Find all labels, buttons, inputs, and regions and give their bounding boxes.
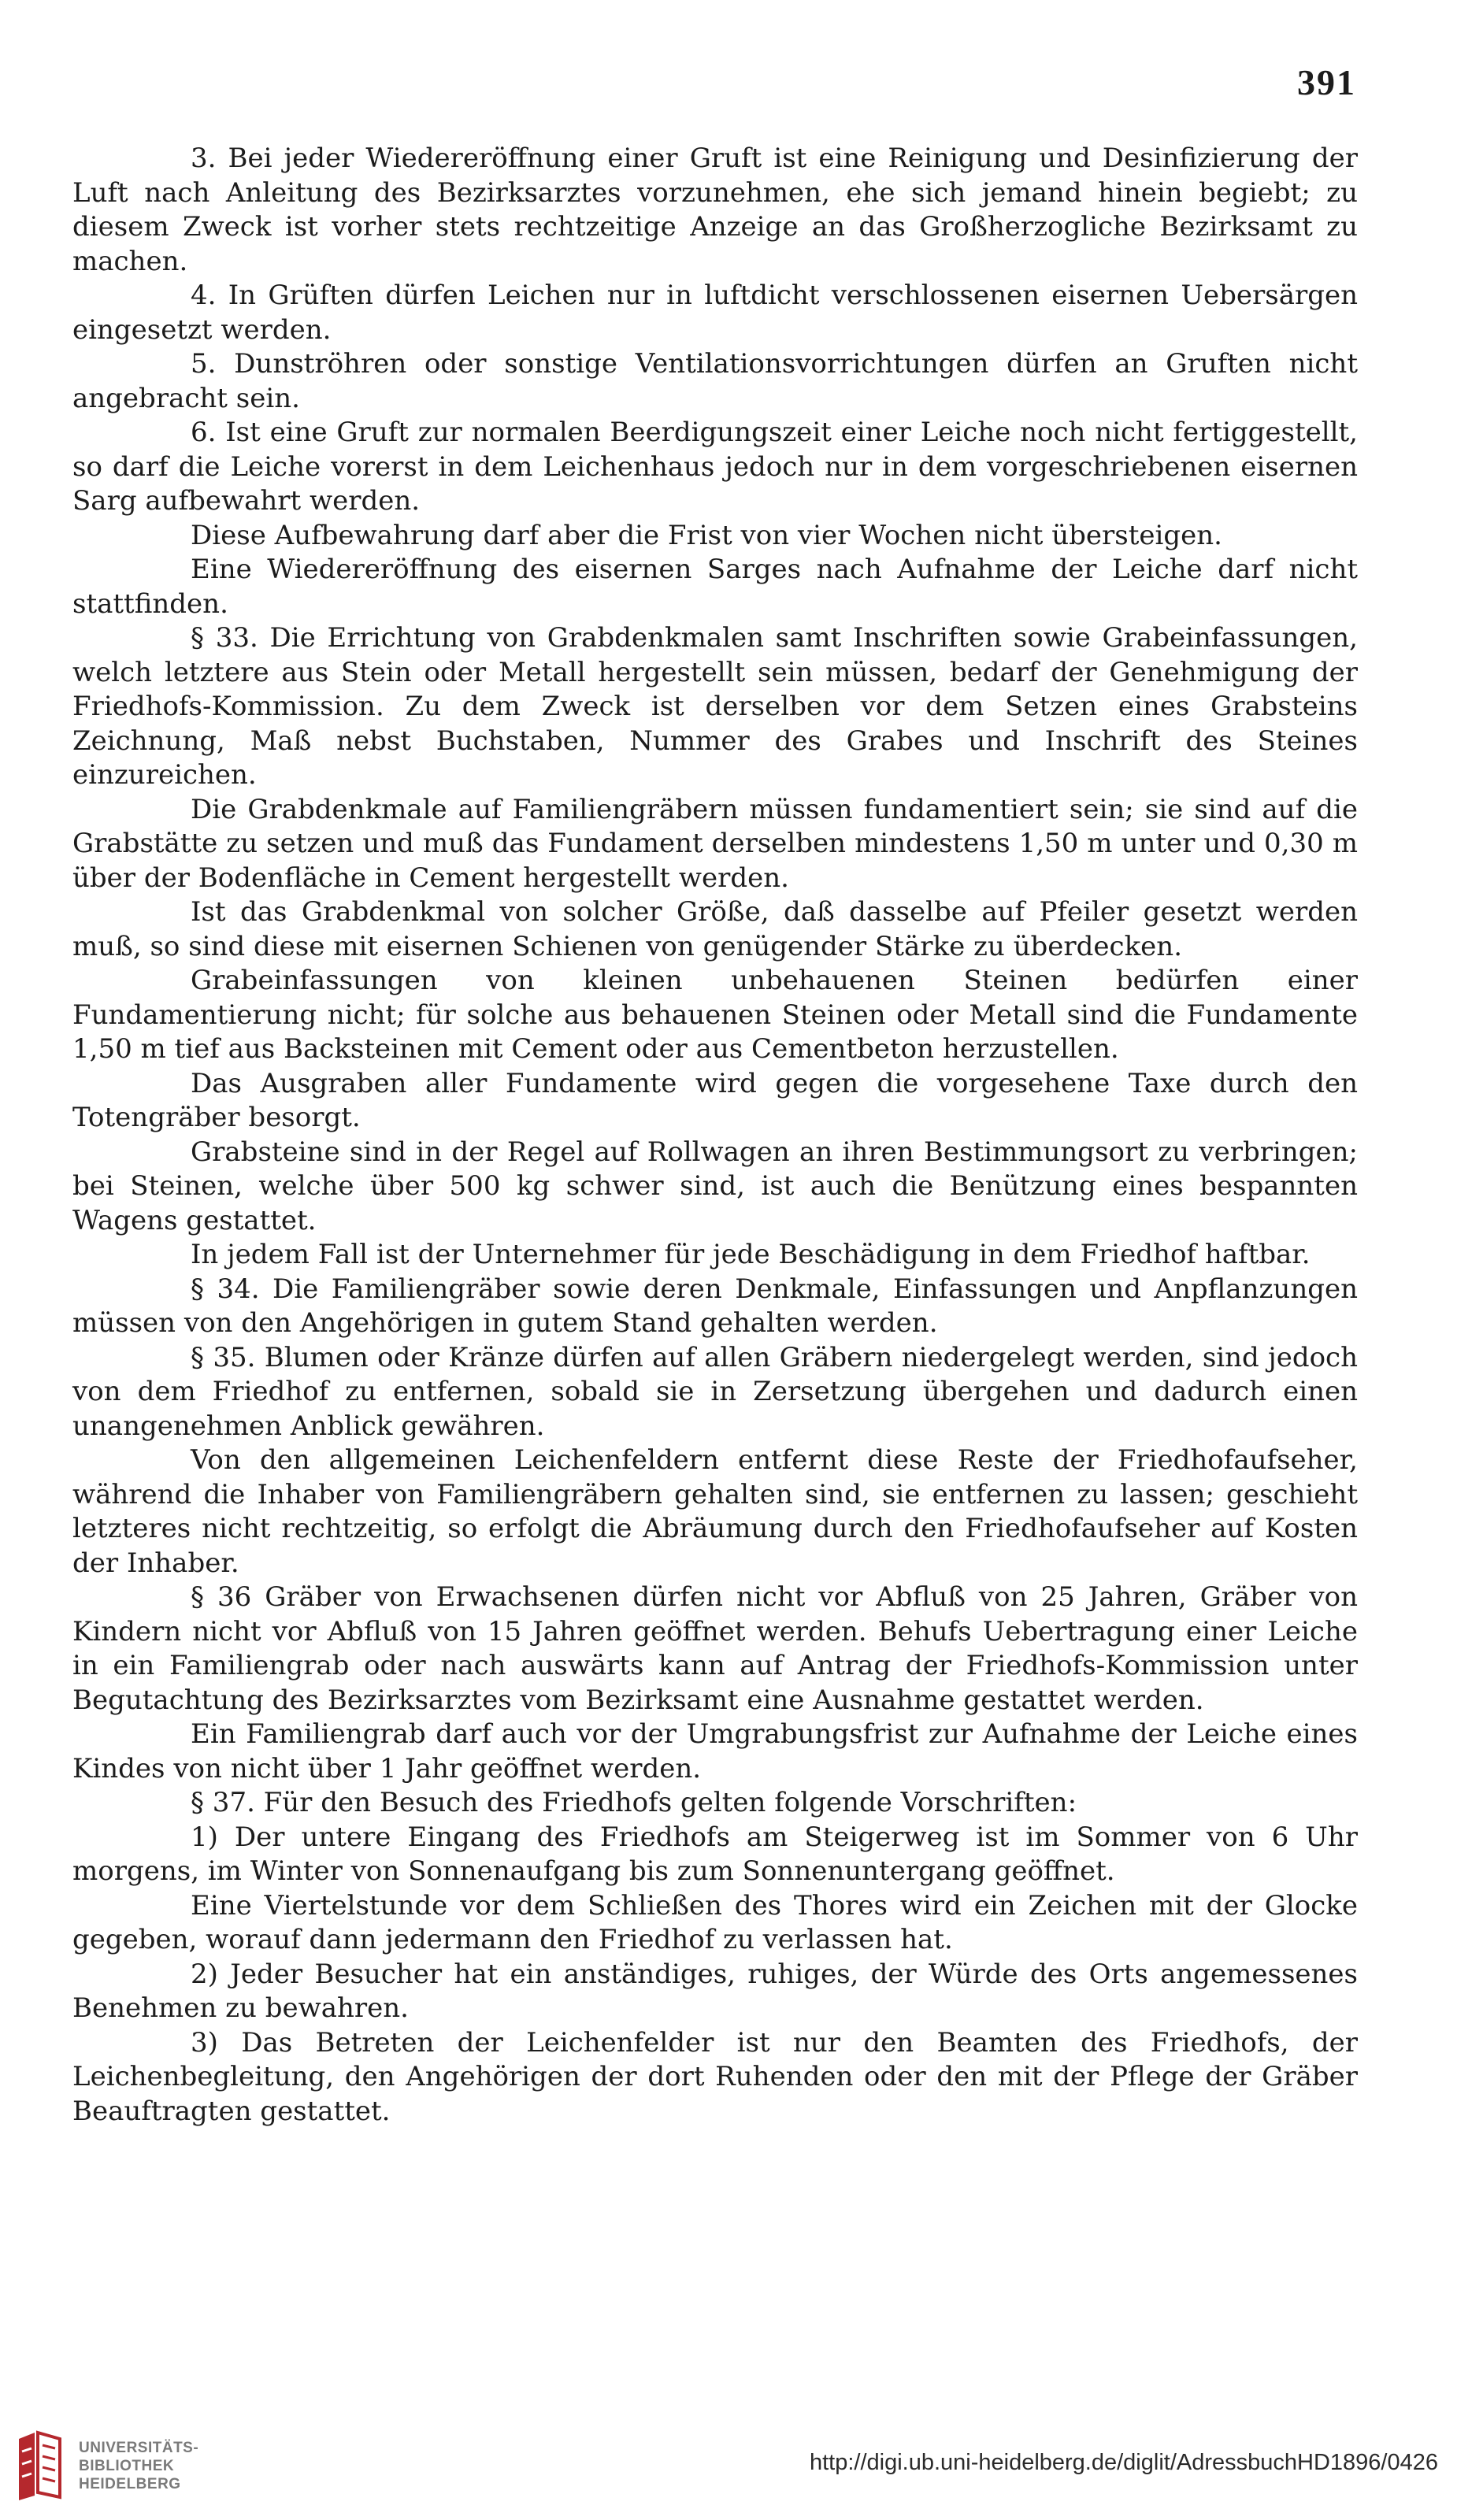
paragraph: Ein Familiengrab darf auch vor der Umgrabungsfrist zur Aufnahme der Leiche eines Kindes von nicht über 1 Jahr geöffnet werden. [72, 1718, 1358, 1784]
document-body [72, 142, 1358, 2129]
page-footer [14, 2428, 1438, 2514]
paragraph: Diese Aufbewahrung darf aber die Frist von vier Wochen nicht übersteigen. [191, 519, 1222, 551]
paragraph: Eine Viertelstunde vor dem Schließen des Thores wird ein Zeichen mit der Glocke gegeben, worauf dann jedermann den Friedhof zu verlassen hat. [72, 1889, 1358, 1955]
paragraph: Von den allgemeinen Leichenfeldern entfernt diese Reste der Friedhofaufseher, während die Inhaber von Familiengräbern gehalten sind, sie entfernen zu lassen; geschieht letzteres nicht rechtzeitig, so erfolgt die Abräumung durch den Friedhofaufseher auf Kosten der Inhaber. [72, 1444, 1358, 1579]
library-name-line: BIBLIOTHEK [79, 2457, 175, 2474]
library-name-line: UNIVERSITÄTS- [79, 2439, 199, 2456]
paragraph: 5. Dunströhren oder sonstige Ventilationsvorrichtungen dürfen an Gruften nicht angebracht sein. [72, 348, 1358, 414]
paragraph: 1) Der untere Eingang des Friedhofs am Steigerweg ist im Sommer von 6 Uhr morgens, im Winter von Sonnenaufgang bis zum Sonnenuntergang geöffnet. [72, 1821, 1358, 1887]
paragraph: 2) Jeder Besucher hat ein anständiges, ruhiges, der Würde des Orts angemessenes Benehmen zu bewahren. [72, 1958, 1358, 2024]
page-number: 391 [1297, 62, 1356, 102]
paragraph: 3. Bei jeder Wiedereröffnung einer Gruft ist eine Reinigung und Desinfizierung der Luft nach Anleitung des Bezirksarztes vorzunehmen, ehe sich jemand hinein begiebt; zu diesem Zweck ist vorher stets rechtzeitige Anzeige an das Großherzogliche Bezirksamt zu machen. [72, 143, 1358, 277]
paragraph-section-35: § 35. Blumen oder Kränze dürfen auf allen Gräbern niedergelegt werden, sind jedoch von dem Friedhof zu entfernen, sobald sie in Zersetzung übergehen und dadurch einen unangenehmen Anblick gewähren. [72, 1341, 1358, 1442]
paragraph: Grabsteine sind in der Regel auf Rollwagen an ihren Bestimmungsort zu verbringen; bei Steinen, welche über 500 kg schwer sind, ist auch die Benützung eines bespannten Wagens gestattet. [72, 1136, 1358, 1236]
paragraph: Das Ausgraben aller Fundamente wird gegen die vorgesehene Taxe durch den Totengräber besorgt. [72, 1067, 1358, 1133]
paragraph-section-37: § 37. Für den Besuch des Friedhofs gelten folgende Vorschriften: [191, 1787, 1077, 1818]
paragraph: 3) Das Betreten der Leichenfelder ist nur den Beamten des Friedhofs, der Leichenbegleitung, den Angehörigen der dort Ruhenden oder den mit der Pflege der Gräber Beauftragten gestattet. [72, 2026, 1358, 2127]
paragraph: 4. In Grüften dürfen Leichen nur in luftdicht verschlossenen eisernen Uebersärgen eingesetzt werden. [72, 280, 1358, 346]
university-library-logo-icon [14, 2428, 66, 2503]
paragraph: 6. Ist eine Gruft zur normalen Beerdigungszeit einer Leiche noch nicht fertiggestellt, so darf die Leiche vorerst in dem Leichenhaus jedoch nur in dem vorgeschriebenen eisernen Sarg aufbewahrt werden. [72, 417, 1358, 517]
paragraph: Ist das Grabdenkmal von solcher Größe, daß dasselbe auf Pfeiler gesetzt werden muß, so sind diese mit eisernen Schienen von genügender Stärke zu überdecken. [72, 896, 1358, 962]
library-logo [14, 2428, 198, 2503]
paragraph: Die Grabdenkmale auf Familiengräbern müssen fundamentiert sein; sie sind auf die Grabstätte zu setzen und muß das Fundament derselben mindestens 1,50 m unter und 0,30 m über der Bodenfläche in Cement hergestellt werden. [72, 793, 1358, 894]
paragraph-section-34: § 34. Die Familiengräber sowie deren Denkmale, Einfassungen und Anpflanzungen müssen von den Angehörigen in gutem Stand gehalten werden. [72, 1273, 1358, 1339]
paragraph: Grabeinfassungen von kleinen unbehauenen Steinen bedürfen einer Fundamentierung nicht; für solche aus behauenen Steinen oder Metall sind die Fundamente 1,50 m tief aus Backsteinen mit Cement oder aus Cementbeton herzustellen. [72, 965, 1358, 1065]
library-name [79, 2439, 198, 2493]
paragraph-section-36: § 36 Gräber von Erwachsenen dürfen nicht vor Abfluß von 25 Jahren, Gräber von Kindern nicht vor Abfluß von 15 Jahren geöffnet werden. Behufs Uebertragung einer Leiche in ein Familiengrab oder nach auswärts kann auf Antrag der Friedhofs-Kommission unter Begutachtung des Bezirksarztes vom Bezirksamt eine Ausnahme gestattet werden. [72, 1581, 1358, 1716]
source-url[interactable]: http://digi.ub.uni-heidelberg.de/diglit/AdressbuchHD1896/0426 [809, 2450, 1438, 2475]
paragraph-section-33: § 33. Die Errichtung von Grabdenkmalen samt Inschriften sowie Grabeinfassungen, welch letztere aus Stein oder Metall hergestellt sein müssen, bedarf der Genehmigung der Friedhofs-Kommission. Zu dem Zweck ist derselben vor dem Setzen eines Grabsteins Zeichnung, Maß nebst Buchstaben, Nummer des Grabes und Inschrift des Steines einzureichen. [72, 622, 1358, 791]
paragraph: In jedem Fall ist der Unternehmer für jede Beschädigung in dem Friedhof haftbar. [191, 1239, 1311, 1270]
paragraph: Eine Wiedereröffnung des eisernen Sarges nach Aufnahme der Leiche darf nicht stattfinden. [72, 554, 1358, 620]
library-name-line: HEIDELBERG [79, 2475, 181, 2492]
